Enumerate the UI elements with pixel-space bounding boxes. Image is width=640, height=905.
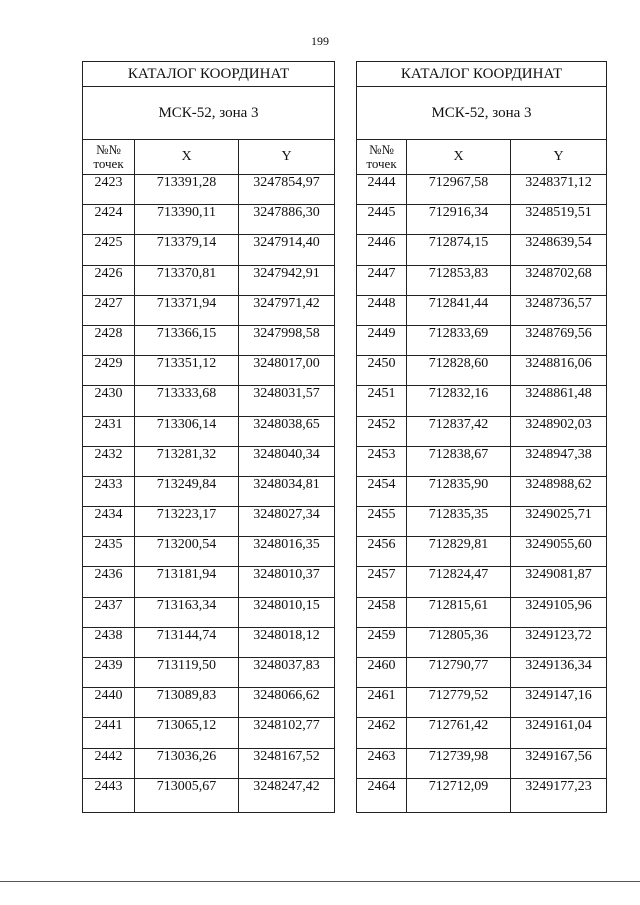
x-coordinate-cell: 712739,98: [407, 748, 511, 778]
x-coordinate-cell: 713370,81: [135, 265, 239, 295]
y-coordinate-cell: 3248010,37: [239, 567, 335, 597]
point-number-cell: 2436: [83, 567, 135, 597]
table-row: [357, 295, 607, 325]
table-row: [357, 718, 607, 748]
table-row: [83, 416, 335, 446]
point-number-cell: 2435: [83, 537, 135, 567]
x-coordinate-cell: 712853,83: [407, 265, 511, 295]
point-number-cell: 2424: [83, 205, 135, 235]
point-number-cell: 2450: [357, 356, 407, 386]
x-coordinate-cell: 712829,81: [407, 537, 511, 567]
y-coordinate-cell: 3247942,91: [239, 265, 335, 295]
y-coordinate-cell: 3249055,60: [511, 537, 607, 567]
column-header-point-number: [83, 140, 135, 175]
x-coordinate-cell: 713249,84: [135, 476, 239, 506]
x-coordinate-cell: 713223,17: [135, 507, 239, 537]
x-coordinate-cell: 713333,68: [135, 386, 239, 416]
table-row: [83, 658, 335, 688]
table-row: [357, 688, 607, 718]
point-number-cell: 2429: [83, 356, 135, 386]
table-row: [83, 446, 335, 476]
column-header-point-number-line1: №№: [96, 142, 121, 157]
table-row: [357, 778, 607, 812]
y-coordinate-cell: 3249161,04: [511, 718, 607, 748]
y-coordinate-cell: 3248861,48: [511, 386, 607, 416]
x-coordinate-cell: 713005,67: [135, 778, 239, 812]
y-coordinate-cell: 3248639,54: [511, 235, 607, 265]
table-row: [83, 295, 335, 325]
table-row: [83, 325, 335, 355]
y-coordinate-cell: 3249025,71: [511, 507, 607, 537]
coordinate-rows-left: [83, 175, 335, 813]
point-number-cell: 2428: [83, 325, 135, 355]
y-coordinate-cell: 3248037,83: [239, 658, 335, 688]
table-row: [83, 537, 335, 567]
table-row: [357, 325, 607, 355]
y-coordinate-cell: 3248816,06: [511, 356, 607, 386]
y-coordinate-cell: 3248947,38: [511, 446, 607, 476]
table-row: [357, 658, 607, 688]
x-coordinate-cell: 713036,26: [135, 748, 239, 778]
x-coordinate-cell: 712874,15: [407, 235, 511, 265]
y-coordinate-cell: 3248040,34: [239, 446, 335, 476]
x-coordinate-cell: 713119,50: [135, 658, 239, 688]
y-coordinate-cell: 3248247,42: [239, 778, 335, 812]
y-coordinate-cell: 3247998,58: [239, 325, 335, 355]
x-coordinate-cell: 713351,12: [135, 356, 239, 386]
y-coordinate-cell: 3248017,00: [239, 356, 335, 386]
table-row: [83, 356, 335, 386]
table-row: [357, 205, 607, 235]
y-coordinate-cell: 3247971,42: [239, 295, 335, 325]
point-number-cell: 2446: [357, 235, 407, 265]
table-row: [357, 175, 607, 205]
point-number-cell: 2452: [357, 416, 407, 446]
x-coordinate-cell: 712815,61: [407, 597, 511, 627]
y-coordinate-cell: 3247914,40: [239, 235, 335, 265]
y-coordinate-cell: 3249167,56: [511, 748, 607, 778]
x-coordinate-cell: 713089,83: [135, 688, 239, 718]
table-row: [357, 356, 607, 386]
catalog-subtitle: МСК-52, зона 3: [83, 87, 335, 140]
x-coordinate-cell: 712761,42: [407, 718, 511, 748]
point-number-cell: 2427: [83, 295, 135, 325]
y-coordinate-cell: 3249177,23: [511, 778, 607, 812]
x-coordinate-cell: 712790,77: [407, 658, 511, 688]
x-coordinate-cell: 713306,14: [135, 416, 239, 446]
column-header-point-number-line2: точек: [366, 156, 397, 171]
x-coordinate-cell: 713144,74: [135, 627, 239, 657]
point-number-cell: 2434: [83, 507, 135, 537]
y-coordinate-cell: 3249105,96: [511, 597, 607, 627]
point-number-cell: 2423: [83, 175, 135, 205]
table-row: [83, 688, 335, 718]
column-header-point-number-line2: точек: [93, 156, 124, 171]
y-coordinate-cell: 3249147,16: [511, 688, 607, 718]
table-row: [83, 627, 335, 657]
point-number-cell: 2443: [83, 778, 135, 812]
x-coordinate-cell: 712835,35: [407, 507, 511, 537]
column-header-point-number-line1: №№: [369, 142, 394, 157]
table-row: [83, 205, 335, 235]
x-coordinate-cell: 713181,94: [135, 567, 239, 597]
x-coordinate-cell: 713371,94: [135, 295, 239, 325]
y-coordinate-cell: 3249123,72: [511, 627, 607, 657]
x-coordinate-cell: 712835,90: [407, 476, 511, 506]
table-row: [357, 567, 607, 597]
point-number-cell: 2442: [83, 748, 135, 778]
point-number-cell: 2458: [357, 597, 407, 627]
point-number-cell: 2438: [83, 627, 135, 657]
point-number-cell: 2439: [83, 658, 135, 688]
point-number-cell: 2433: [83, 476, 135, 506]
point-number-cell: 2463: [357, 748, 407, 778]
point-number-cell: 2431: [83, 416, 135, 446]
page-number: 199: [311, 34, 329, 48]
y-coordinate-cell: 3247854,97: [239, 175, 335, 205]
table-row: [357, 235, 607, 265]
point-number-cell: 2445: [357, 205, 407, 235]
point-number-cell: 2425: [83, 235, 135, 265]
point-number-cell: 2461: [357, 688, 407, 718]
point-number-cell: 2456: [357, 537, 407, 567]
y-coordinate-cell: 3249136,34: [511, 658, 607, 688]
x-coordinate-cell: 712712,09: [407, 778, 511, 812]
column-header-x: X: [407, 140, 511, 175]
table-row: [357, 537, 607, 567]
y-coordinate-cell: 3248010,15: [239, 597, 335, 627]
y-coordinate-cell: 3248102,77: [239, 718, 335, 748]
x-coordinate-cell: 712967,58: [407, 175, 511, 205]
point-number-cell: 2447: [357, 265, 407, 295]
y-coordinate-cell: 3247886,30: [239, 205, 335, 235]
page-footer-rule: [0, 881, 640, 882]
x-coordinate-cell: 713163,34: [135, 597, 239, 627]
x-coordinate-cell: 712838,67: [407, 446, 511, 476]
table-row: [83, 476, 335, 506]
table-row: [357, 507, 607, 537]
coordinate-catalog-right: [356, 61, 607, 813]
column-header-y: Y: [511, 140, 607, 175]
point-number-cell: 2444: [357, 175, 407, 205]
table-row: [83, 718, 335, 748]
table-row: [357, 446, 607, 476]
x-coordinate-cell: 712841,44: [407, 295, 511, 325]
x-coordinate-cell: 712824,47: [407, 567, 511, 597]
x-coordinate-cell: 713391,28: [135, 175, 239, 205]
catalog-title: КАТАЛОГ КООРДИНАТ: [357, 62, 607, 87]
table-row: [357, 597, 607, 627]
column-header-point-number: [357, 140, 407, 175]
point-number-cell: 2440: [83, 688, 135, 718]
table-row: [357, 748, 607, 778]
column-header-x: X: [135, 140, 239, 175]
table-row: [357, 416, 607, 446]
point-number-cell: 2430: [83, 386, 135, 416]
x-coordinate-cell: 712916,34: [407, 205, 511, 235]
catalog-title: КАТАЛОГ КООРДИНАТ: [83, 62, 335, 87]
x-coordinate-cell: 712828,60: [407, 356, 511, 386]
y-coordinate-cell: 3248018,12: [239, 627, 335, 657]
table-row: [83, 597, 335, 627]
y-coordinate-cell: 3248769,56: [511, 325, 607, 355]
point-number-cell: 2457: [357, 567, 407, 597]
point-number-cell: 2451: [357, 386, 407, 416]
table-row: [83, 507, 335, 537]
x-coordinate-cell: 713366,15: [135, 325, 239, 355]
y-coordinate-cell: 3248034,81: [239, 476, 335, 506]
table-row: [83, 235, 335, 265]
point-number-cell: 2449: [357, 325, 407, 355]
point-number-cell: 2441: [83, 718, 135, 748]
y-coordinate-cell: 3248988,62: [511, 476, 607, 506]
table-row: [83, 778, 335, 812]
table-row: [357, 476, 607, 506]
y-coordinate-cell: 3248519,51: [511, 205, 607, 235]
x-coordinate-cell: 712779,52: [407, 688, 511, 718]
point-number-cell: 2448: [357, 295, 407, 325]
x-coordinate-cell: 713390,11: [135, 205, 239, 235]
y-coordinate-cell: 3248702,68: [511, 265, 607, 295]
y-coordinate-cell: 3248371,12: [511, 175, 607, 205]
table-row: [357, 627, 607, 657]
x-coordinate-cell: 712832,16: [407, 386, 511, 416]
y-coordinate-cell: 3248736,57: [511, 295, 607, 325]
column-header-y: Y: [239, 140, 335, 175]
y-coordinate-cell: 3249081,87: [511, 567, 607, 597]
point-number-cell: 2432: [83, 446, 135, 476]
point-number-cell: 2464: [357, 778, 407, 812]
y-coordinate-cell: 3248031,57: [239, 386, 335, 416]
coordinate-catalog-left: [82, 61, 335, 813]
table-row: [357, 265, 607, 295]
table-row: [357, 386, 607, 416]
point-number-cell: 2454: [357, 476, 407, 506]
y-coordinate-cell: 3248066,62: [239, 688, 335, 718]
table-row: [83, 386, 335, 416]
point-number-cell: 2437: [83, 597, 135, 627]
x-coordinate-cell: 713200,54: [135, 537, 239, 567]
x-coordinate-cell: 713379,14: [135, 235, 239, 265]
x-coordinate-cell: 712837,42: [407, 416, 511, 446]
table-row: [83, 748, 335, 778]
point-number-cell: 2426: [83, 265, 135, 295]
x-coordinate-cell: 713281,32: [135, 446, 239, 476]
y-coordinate-cell: 3248167,52: [239, 748, 335, 778]
point-number-cell: 2462: [357, 718, 407, 748]
y-coordinate-cell: 3248902,03: [511, 416, 607, 446]
coordinate-rows-right: [357, 175, 607, 813]
y-coordinate-cell: 3248027,34: [239, 507, 335, 537]
table-row: [83, 265, 335, 295]
y-coordinate-cell: 3248016,35: [239, 537, 335, 567]
point-number-cell: 2453: [357, 446, 407, 476]
y-coordinate-cell: 3248038,65: [239, 416, 335, 446]
catalog-subtitle: МСК-52, зона 3: [357, 87, 607, 140]
table-row: [83, 567, 335, 597]
x-coordinate-cell: 712805,36: [407, 627, 511, 657]
point-number-cell: 2459: [357, 627, 407, 657]
point-number-cell: 2455: [357, 507, 407, 537]
point-number-cell: 2460: [357, 658, 407, 688]
x-coordinate-cell: 712833,69: [407, 325, 511, 355]
table-row: [83, 175, 335, 205]
x-coordinate-cell: 713065,12: [135, 718, 239, 748]
